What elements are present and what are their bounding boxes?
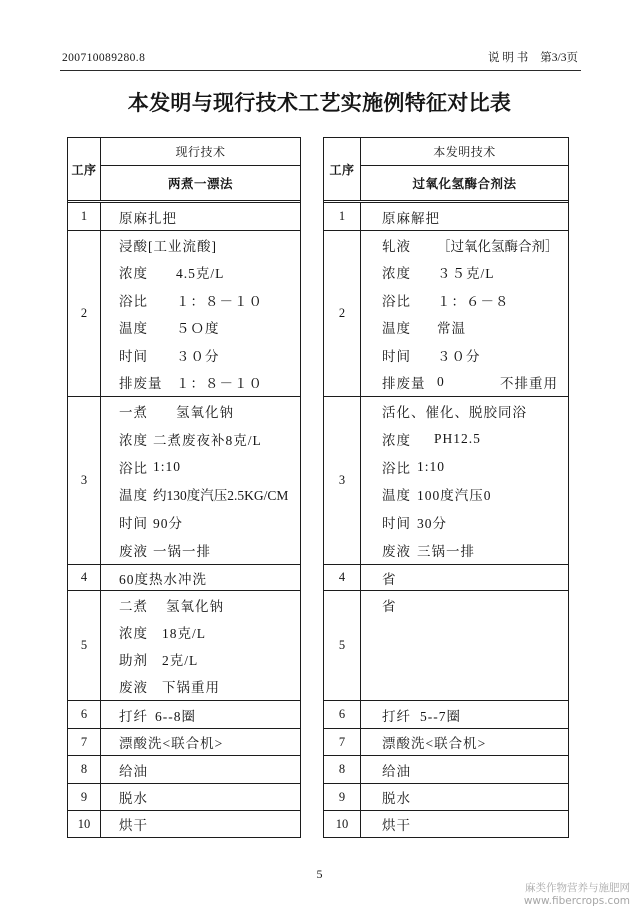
step-row [324,203,568,230]
parameter-line [382,480,568,508]
parameter-value: 1:10 [153,458,182,474]
parameter-line [119,453,300,481]
process-cell [101,784,300,810]
step-number: 2 [68,231,101,396]
process-cell [361,397,568,564]
process-text: 浸酸[工业流酸] [119,238,217,254]
parameter-value: 二煮废夜补8克/L [153,432,262,448]
process-cell [361,811,568,837]
parameter-label: 排废量 [382,376,426,392]
process-text: 省 [382,598,397,614]
step-number: 1 [324,203,361,230]
process-text: 活化、催化、脱胶同浴 [382,404,527,420]
parameter-label: 打纤 [382,708,411,724]
parameter-label: 浓度 [382,266,411,282]
step-number: 7 [324,729,361,755]
process-text: 烘干 [119,818,148,833]
parameter-label: 浓度 [119,432,148,448]
process-cell [101,756,300,783]
parameter-label: 轧液 [382,238,411,254]
step-row [324,810,568,837]
parameter-value: 约130度汽压2.5KG/CM [153,488,289,504]
step-row [324,700,568,728]
parameter-line [382,701,568,728]
parameter-line [382,369,568,397]
parameter-note: 不排重用 [500,376,558,392]
parameter-label: 时间 [382,516,411,532]
process-cell [361,591,568,700]
parameter-line [119,536,300,564]
step-number: 3 [68,397,101,564]
parameter-value: 6--8圈 [155,708,196,724]
step-row [324,590,568,700]
parameter-value: 下锅重用 [162,680,220,696]
process-cell [101,231,300,396]
parameter-value: 30分 [417,516,447,532]
parameter-label: 浴比 [382,460,411,476]
parameter-line [119,425,300,453]
process-text: 60度热水冲洗 [119,571,207,587]
parameter-value: ３０分 [176,348,220,364]
process-text: 脱水 [382,791,411,806]
step-heading: 工序 [324,138,361,200]
parameter-label: 废液 [119,544,148,560]
site-watermark [524,882,630,908]
process-cell [101,811,300,837]
watermark-site-name: 麻类作物营养与施肥网 [525,882,630,894]
process-cell [361,784,568,810]
parameter-line [119,286,300,314]
step-row [68,203,300,230]
step-row [68,783,300,810]
process-text: 省 [382,571,397,587]
step-number: 1 [68,203,101,230]
step-row [324,230,568,396]
parameter-value: 氢氧化钠 [166,598,224,614]
parameter-value: ５Ｏ度 [176,321,220,337]
table-header [324,138,568,203]
heading-cell [361,138,568,200]
parameter-label: 排废量 [119,376,163,392]
step-number: 4 [324,565,361,590]
technology-heading: 本发明技术 [361,138,568,166]
parameter-label: 时间 [119,516,148,532]
parameter-line [119,341,300,369]
parameter-label: 温度 [119,321,148,337]
parameter-line [119,397,300,425]
technology-heading: 现行技术 [101,138,300,166]
parameter-label: 温度 [382,321,411,337]
parameter-label: 时间 [119,348,148,364]
method-heading: 过氧化氢酶合剂法 [412,177,517,191]
step-row [68,728,300,755]
parameter-label: 时间 [382,348,411,364]
parameter-line [119,591,300,618]
parameter-line [382,286,568,314]
parameter-value: 三锅一排 [417,544,475,560]
parameter-value: 一锅一排 [153,544,211,560]
process-cell [101,701,300,728]
parameter-label: 温度 [382,488,411,504]
step-number: 10 [68,811,101,837]
process-cell [361,203,568,230]
parameter-line [119,508,300,536]
parameter-value: ３０分 [437,348,481,364]
step-row [324,783,568,810]
step-row [324,728,568,755]
method-heading: 两煮一漂法 [167,177,233,191]
parameter-value: 常温 [437,321,466,337]
process-cell [101,397,300,564]
process-text: 烘干 [382,818,411,833]
process-text: 给油 [382,763,411,779]
step-number: 6 [68,701,101,728]
parameter-value: 18克/L [162,625,206,641]
parameter-label: 浴比 [382,293,411,309]
process-cell [101,203,300,230]
parameter-line [119,480,300,508]
parameter-line [119,673,300,700]
step-number: 9 [68,784,101,810]
parameter-line [382,536,568,564]
step-row [324,564,568,590]
page-label: 第3/3页 [540,52,578,64]
step-row [68,564,300,590]
parameter-label: 一煮 [119,404,148,420]
parameter-label: 打纤 [119,708,148,724]
step-number: 10 [324,811,361,837]
process-text: 漂酸洗<联合机> [382,736,487,751]
page-title: 本发明与现行技术工艺实施例特征对比表 [127,91,512,115]
step-number: 6 [324,701,361,728]
parameter-line [382,314,568,342]
parameter-value: 100度汽压0 [417,488,492,504]
table-header [68,138,300,203]
step-row [324,396,568,564]
parameter-line [382,508,568,536]
parameter-line [382,425,568,453]
step-row [68,396,300,564]
invention-technology-table [323,137,569,838]
parameter-value: ３５克/L [437,266,495,282]
parameter-value: 氢氧化钠 [176,404,234,420]
process-cell [361,729,568,755]
page-header-right [488,51,578,65]
process-cell [361,231,568,396]
parameter-label: 浴比 [119,293,148,309]
parameter-value: １：６－８ [437,293,510,309]
parameter-line [382,453,568,481]
parameter-line [119,646,300,673]
parameter-value: 90分 [153,516,183,532]
document-type: 说 明 书 [488,52,529,64]
step-number: 3 [324,397,361,564]
application-number: 200710089280.8 [62,52,146,64]
current-technology-table [67,137,301,838]
page-number: 5 [316,867,323,881]
parameter-value: PH12.5 [434,430,481,446]
step-number: 2 [324,231,361,396]
parameter-label: 温度 [119,488,148,504]
step-row [68,230,300,396]
step-heading: 工序 [68,138,101,200]
step-number: 8 [324,756,361,783]
parameter-line [119,701,300,728]
parameter-value: ［过氧化氢酶合剂］ [437,238,559,254]
parameter-value: 4.5克/L [176,266,225,282]
parameter-line [119,369,300,397]
parameter-value: 2克/L [162,653,199,669]
header-rule [60,70,581,71]
process-cell [101,729,300,755]
parameter-value: 1:10 [417,458,446,474]
parameter-label: 浓度 [119,625,148,641]
heading-cell [101,138,300,200]
process-text: 漂酸洗<联合机> [119,736,224,751]
step-number: 8 [68,756,101,783]
step-row [68,810,300,837]
step-row [68,590,300,700]
parameter-label: 二煮 [119,598,148,614]
parameter-line [119,314,300,342]
process-cell [361,701,568,728]
step-number: 9 [324,784,361,810]
parameter-label: 废液 [382,544,411,560]
process-text: 原麻扎把 [119,210,177,226]
parameter-line [382,341,568,369]
step-row [68,700,300,728]
process-cell [101,591,300,700]
watermark-url: www.fibercrops.com [523,895,630,907]
step-number: 4 [68,565,101,590]
parameter-label: 浓度 [382,432,411,448]
step-number: 7 [68,729,101,755]
step-number: 5 [68,591,101,700]
process-cell [101,565,300,590]
parameter-value: 0 [437,374,445,390]
parameter-label: 助剂 [119,653,148,669]
parameter-line [119,259,300,287]
parameter-line [382,259,568,287]
parameter-label: 浴比 [119,460,148,476]
parameter-label: 废液 [119,680,148,696]
process-text: 脱水 [119,791,148,806]
parameter-line [119,618,300,645]
parameter-value: １：８－１０ [176,376,263,392]
parameter-line [382,231,568,259]
step-row [324,755,568,783]
process-cell [361,756,568,783]
process-cell [361,565,568,590]
parameter-value: １：８－１０ [176,293,263,309]
step-row [68,755,300,783]
process-text: 原麻解把 [382,210,440,226]
process-text: 给油 [119,763,148,779]
parameter-label: 浓度 [119,266,148,282]
parameter-value: 5--7圈 [420,708,461,724]
step-number: 5 [324,591,361,700]
